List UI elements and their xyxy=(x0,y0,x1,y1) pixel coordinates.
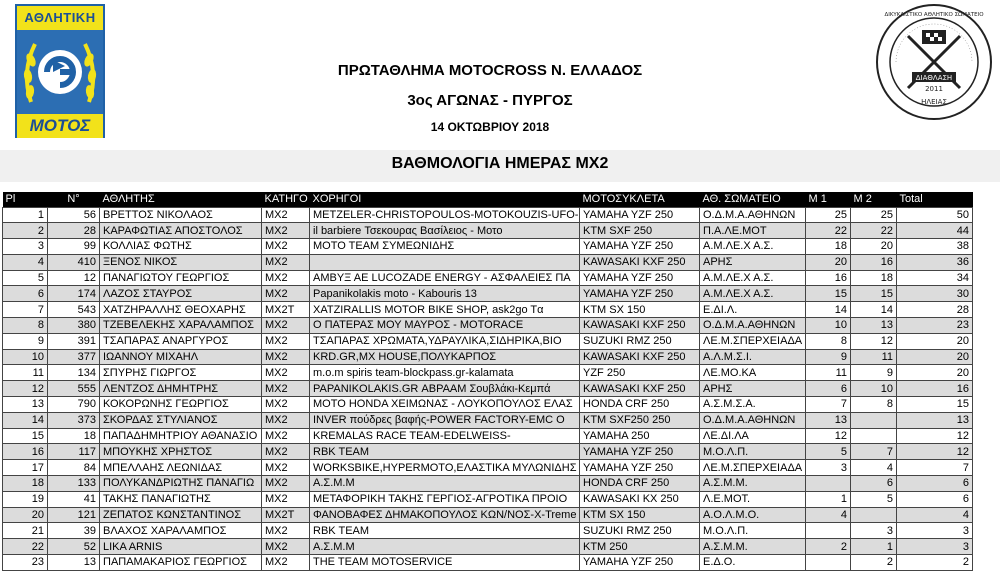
cell-club: Ο.Δ.Μ.Α.ΑΘΗΝΩΝ xyxy=(700,207,806,223)
cell-number: 174 xyxy=(48,286,100,302)
cell-motorcycle: YZF 250 xyxy=(580,365,700,381)
col-header-pl: Pl xyxy=(3,192,48,207)
cell-place: 2 xyxy=(3,223,48,239)
cell-place: 1 xyxy=(3,207,48,223)
cell-m1: 13 xyxy=(806,412,851,428)
cell-m1: 20 xyxy=(806,254,851,270)
col-header-category: ΚΑΤΗΓΟ xyxy=(262,192,310,207)
table-header-row xyxy=(3,192,973,207)
table-row xyxy=(3,239,973,255)
cell-number: 543 xyxy=(48,302,100,318)
cell-club: Ε.Δ.Ο. xyxy=(700,555,806,571)
cell-club: Ο.Δ.Μ.Α.ΑΘΗΝΩΝ xyxy=(700,412,806,428)
table-row xyxy=(3,207,973,223)
cell-athlete: ΞΕΝΟΣ ΝΙΚΟΣ xyxy=(100,254,262,270)
cell-club: ΑΡΗΣ xyxy=(700,381,806,397)
cell-sponsors: THE TEAM MOTOSERVICE xyxy=(310,555,580,571)
cell-number: 133 xyxy=(48,476,100,492)
cell-m2: 20 xyxy=(851,239,897,255)
cell-number: 56 xyxy=(48,207,100,223)
table-row xyxy=(3,428,973,444)
col-header-m2: Μ 2 xyxy=(851,192,897,207)
cell-motorcycle: YAMAHA YZF 250 xyxy=(580,207,700,223)
cell-m2: 1 xyxy=(851,539,897,555)
cell-athlete: ΠΑΠΑΜΑΚΑΡΙΟΣ ΓΕΩΡΓΙΟΣ xyxy=(100,555,262,571)
cell-category: MX2 xyxy=(262,381,310,397)
cell-number: 13 xyxy=(48,555,100,571)
cell-m1: 2 xyxy=(806,539,851,555)
cell-m1 xyxy=(806,555,851,571)
table-row xyxy=(3,460,973,476)
col-header-club: ΑΘ. ΣΩΜΑΤΕΙΟ xyxy=(700,192,806,207)
cell-total: 3 xyxy=(897,523,973,539)
cell-m1: 15 xyxy=(806,286,851,302)
cell-sponsors: WORKSBIKE,HYPERMOTO,ΕΛΑΣΤΙΚΑ ΜΥΛΩΝΙΔΗΣ xyxy=(310,460,580,476)
cell-motorcycle: KTM 250 xyxy=(580,539,700,555)
cell-place: 12 xyxy=(3,381,48,397)
cell-club: Α.Μ.ΛΕ.Χ Α.Σ. xyxy=(700,286,806,302)
cell-sponsors: KREMALAS RACE TEAM-EDELWEISS- xyxy=(310,428,580,444)
cell-m2 xyxy=(851,507,897,523)
cell-m1: 16 xyxy=(806,270,851,286)
table-row xyxy=(3,539,973,555)
cell-motorcycle: KTM SX 150 xyxy=(580,302,700,318)
cell-sponsors: il barbiere Τσεκουρας Βασίλειος - Μοτο xyxy=(310,223,580,239)
cell-m1: 7 xyxy=(806,397,851,413)
cell-total: 12 xyxy=(897,428,973,444)
cell-total: 15 xyxy=(897,397,973,413)
cell-motorcycle: YAMAHA YZF 250 xyxy=(580,286,700,302)
cell-category: MX2 xyxy=(262,412,310,428)
cell-athlete: ΠΟΛΥΚΑΝΔΡΙΩΤΗΣ ΠΑΝΑΓΙΩ xyxy=(100,476,262,492)
cell-number: 790 xyxy=(48,397,100,413)
cell-total: 20 xyxy=(897,365,973,381)
cell-total: 12 xyxy=(897,444,973,460)
cell-sponsors: KRD.GR,MX HOUSE,ΠΟΛΥΚΑΡΠΟΣ xyxy=(310,349,580,365)
cell-number: 117 xyxy=(48,444,100,460)
table-row xyxy=(3,491,973,507)
cell-m1 xyxy=(806,523,851,539)
table-row xyxy=(3,349,973,365)
cell-athlete: ΒΡΕΤΤΟΣ ΝΙΚΟΛΑΟΣ xyxy=(100,207,262,223)
cell-club: Α.Σ.Μ.Σ.Α. xyxy=(700,397,806,413)
table-row xyxy=(3,333,973,349)
cell-athlete: ΚΟΛΛΙΑΣ ΦΩΤΗΣ xyxy=(100,239,262,255)
cell-athlete: ΖΕΠΑΤΟΣ ΚΩΝΣΤΑΝΤΙΝΟΣ xyxy=(100,507,262,523)
cell-category: MX2 xyxy=(262,333,310,349)
cell-number: 391 xyxy=(48,333,100,349)
cell-total: 4 xyxy=(897,507,973,523)
cell-m1: 11 xyxy=(806,365,851,381)
table-row xyxy=(3,254,973,270)
cell-m2: 22 xyxy=(851,223,897,239)
cell-place: 10 xyxy=(3,349,48,365)
cell-m1: 12 xyxy=(806,428,851,444)
cell-club: ΛΕ.Μ.ΣΠΕΡΧΕΙΑΔΑ xyxy=(700,333,806,349)
cell-number: 373 xyxy=(48,412,100,428)
cell-athlete: ΒΛΑΧΟΣ ΧΑΡΑΛΑΜΠΟΣ xyxy=(100,523,262,539)
table-row xyxy=(3,507,973,523)
cell-club: Ο.Δ.Μ.Α.ΑΘΗΝΩΝ xyxy=(700,318,806,334)
logo-left-top-text: ΑΘΛΗΤΙΚΗ xyxy=(17,6,103,30)
cell-total: 7 xyxy=(897,460,973,476)
cell-motorcycle: YAMAHA YZF 250 xyxy=(580,239,700,255)
table-row xyxy=(3,444,973,460)
cell-m2: 15 xyxy=(851,286,897,302)
cell-m2: 14 xyxy=(851,302,897,318)
cell-motorcycle: KAWASAKI KX 250 xyxy=(580,491,700,507)
cell-category: MX2 xyxy=(262,444,310,460)
cell-club: Α.Μ.ΛΕ.Χ Α.Σ. xyxy=(700,270,806,286)
cell-category: MX2 xyxy=(262,555,310,571)
cell-category: MX2 xyxy=(262,539,310,555)
cell-athlete: ΜΠΟΥΚΗΣ ΧΡΗΣΤΟΣ xyxy=(100,444,262,460)
cell-athlete: ΠΑΠΑΔΗΜΗΤΡΙΟΥ ΑΘΑΝΑΣΙΟ xyxy=(100,428,262,444)
cell-m1 xyxy=(806,476,851,492)
cell-club: Π.Α.ΛΕ.ΜΟΤ xyxy=(700,223,806,239)
table-row xyxy=(3,381,973,397)
cell-athlete: ΜΠΕΛΛΑΗΣ ΛΕΩΝΙΔΑΣ xyxy=(100,460,262,476)
cell-motorcycle: KTM SX 150 xyxy=(580,507,700,523)
cell-m2: 4 xyxy=(851,460,897,476)
table-row xyxy=(3,412,973,428)
cell-m2: 8 xyxy=(851,397,897,413)
cell-sponsors: Α.Σ.Μ.Μ xyxy=(310,476,580,492)
col-header-athlete: ΑΘΛΗΤΗΣ xyxy=(100,192,262,207)
cell-club: Α.Μ.ΛΕ.Χ Α.Σ. xyxy=(700,239,806,255)
round-title: 3ος ΑΓΩΝΑΣ - ΠΥΡΓΟΣ xyxy=(407,92,573,109)
cell-sponsors: ΜΕΤΑΦΟΡΙΚΗ ΤΑΚΗΣ ΓΕΡΓΙΟΣ-ΑΓΡΟΤΙΚΑ ΠΡΟΙΟ xyxy=(310,491,580,507)
cell-motorcycle: KAWASAKI KXF 250 xyxy=(580,318,700,334)
cell-sponsors: RBK TEAM xyxy=(310,444,580,460)
cell-category: MX2T xyxy=(262,302,310,318)
table-row xyxy=(3,555,973,571)
cell-m1: 25 xyxy=(806,207,851,223)
cell-motorcycle: YAMAHA 250 xyxy=(580,428,700,444)
cell-place: 8 xyxy=(3,318,48,334)
cell-athlete: ΤΣΑΠΑΡΑΣ ΑΝΑΡΓΥΡΟΣ xyxy=(100,333,262,349)
logo-left-emblem xyxy=(17,30,103,114)
seal-bottom-text: ΗΛΕΙΑΣ xyxy=(921,98,947,106)
col-header-sponsors: ΧΟΡΗΓΟΙ xyxy=(310,192,580,207)
cell-place: 22 xyxy=(3,539,48,555)
cell-motorcycle: SUZUKI RMZ 250 xyxy=(580,523,700,539)
col-header-number: N° xyxy=(48,192,100,207)
table-row xyxy=(3,397,973,413)
cell-number: 84 xyxy=(48,460,100,476)
cell-number: 99 xyxy=(48,239,100,255)
cell-category: MX2 xyxy=(262,239,310,255)
results-table xyxy=(2,192,973,571)
col-header-total: Total xyxy=(897,192,973,207)
club-seal-logo xyxy=(874,2,994,122)
cell-category: MX2 xyxy=(262,491,310,507)
cell-total: 36 xyxy=(897,254,973,270)
cell-motorcycle: YAMAHA YZF 250 xyxy=(580,444,700,460)
cell-total: 23 xyxy=(897,318,973,334)
cell-m2: 3 xyxy=(851,523,897,539)
cell-place: 14 xyxy=(3,412,48,428)
cell-motorcycle: SUZUKI RMZ 250 xyxy=(580,333,700,349)
table-row xyxy=(3,270,973,286)
cell-motorcycle: YAMAHA YZF 250 xyxy=(580,270,700,286)
cell-sponsors: MOTO HONDA ΧΕΙΜΩΝΑΣ - ΛΟΥΚΟΠΟΥΛΟΣ ΕΛΑΣ xyxy=(310,397,580,413)
cell-athlete: ΙΩΑΝΝΟΥ ΜΙΧΑΗΛ xyxy=(100,349,262,365)
cell-m1: 8 xyxy=(806,333,851,349)
table-row xyxy=(3,476,973,492)
cell-m2: 18 xyxy=(851,270,897,286)
cell-total: 3 xyxy=(897,539,973,555)
cell-place: 20 xyxy=(3,507,48,523)
cell-total: 38 xyxy=(897,239,973,255)
table-row xyxy=(3,286,973,302)
cell-place: 4 xyxy=(3,254,48,270)
cell-sponsors: MOTO TEAM ΣΥΜΕΩΝΙΔΗΣ xyxy=(310,239,580,255)
cell-category: MX2 xyxy=(262,223,310,239)
cell-motorcycle: KAWASAKI KXF 250 xyxy=(580,381,700,397)
cell-number: 121 xyxy=(48,507,100,523)
cell-athlete: ΤΑΚΗΣ ΠΑΝΑΓΙΩΤΗΣ xyxy=(100,491,262,507)
cell-m1: 1 xyxy=(806,491,851,507)
cell-m1: 9 xyxy=(806,349,851,365)
cell-category: MX2 xyxy=(262,397,310,413)
cell-sponsors: PAPANIKOLAKIS.GR ΑΒΡΑΑΜ Σουβλάκι-Κεμπά xyxy=(310,381,580,397)
cell-m2: 10 xyxy=(851,381,897,397)
cell-athlete: ΛΕΝΤΖΟΣ ΔΗΜΗΤΡΗΣ xyxy=(100,381,262,397)
seal-ring-text: ΔΙΚΥΚΛΙΣΤΙΚΟ ΑΘΛΗΤΙΚΟ ΣΩΜΑΤΕΙΟ xyxy=(884,12,984,18)
cell-sponsors: Papanikolakis moto - Kabouris 13 xyxy=(310,286,580,302)
cell-place: 9 xyxy=(3,333,48,349)
cell-club: Μ.Ο.Λ.Π. xyxy=(700,523,806,539)
cell-m1: 18 xyxy=(806,239,851,255)
cell-club: ΑΡΗΣ xyxy=(700,254,806,270)
table-row xyxy=(3,302,973,318)
cell-place: 19 xyxy=(3,491,48,507)
cell-motorcycle: KAWASAKI KXF 250 xyxy=(580,254,700,270)
cell-sponsors: m.o.m spiris team-blockpass.gr-kalamata xyxy=(310,365,580,381)
cell-athlete: ΚΑΡΑΦΩΤΙΑΣ ΑΠΟΣΤΟΛΟΣ xyxy=(100,223,262,239)
cell-sponsors: RBK TEAM xyxy=(310,523,580,539)
cell-athlete: ΛΑΖΟΣ ΣΤΑΥΡΟΣ xyxy=(100,286,262,302)
cell-club: ΛΕ.ΔΙ.ΛΑ xyxy=(700,428,806,444)
cell-m2: 5 xyxy=(851,491,897,507)
cell-sponsors xyxy=(310,254,580,270)
cell-m1: 22 xyxy=(806,223,851,239)
cell-motorcycle: KAWASAKI KXF 250 xyxy=(580,349,700,365)
cell-club: Ε.ΔΙ.Λ. xyxy=(700,302,806,318)
cell-club: Μ.Ο.Λ.Π. xyxy=(700,444,806,460)
cell-total: 6 xyxy=(897,491,973,507)
cell-place: 23 xyxy=(3,555,48,571)
cell-category: MX2 xyxy=(262,460,310,476)
cell-place: 16 xyxy=(3,444,48,460)
cell-m1: 14 xyxy=(806,302,851,318)
cell-m1: 6 xyxy=(806,381,851,397)
cell-total: 44 xyxy=(897,223,973,239)
cell-sponsors: INVER πούδρες βαφής-POWER FACTORY-EMC O xyxy=(310,412,580,428)
cell-category: MX2 xyxy=(262,318,310,334)
cell-place: 6 xyxy=(3,286,48,302)
cell-place: 5 xyxy=(3,270,48,286)
cell-place: 21 xyxy=(3,523,48,539)
cell-total: 30 xyxy=(897,286,973,302)
cell-number: 18 xyxy=(48,428,100,444)
cell-m2: 13 xyxy=(851,318,897,334)
seal-banner-text: ΔΙΑΘΛΑΣΗ xyxy=(915,74,953,82)
cell-total: 20 xyxy=(897,349,973,365)
cell-sponsors: METZELER-CHRISTOPOULOS-MOTOKOUZIS-UFO- xyxy=(310,207,580,223)
cell-total: 50 xyxy=(897,207,973,223)
cell-total: 2 xyxy=(897,555,973,571)
cell-number: 28 xyxy=(48,223,100,239)
cell-category: MX2 xyxy=(262,286,310,302)
cell-number: 410 xyxy=(48,254,100,270)
cell-category: MX2 xyxy=(262,207,310,223)
cell-motorcycle: YAMAHA YZF 250 xyxy=(580,460,700,476)
cell-motorcycle: KTM SXF 250 xyxy=(580,223,700,239)
cell-motorcycle: YAMAHA YZF 250 xyxy=(580,555,700,571)
cell-total: 34 xyxy=(897,270,973,286)
cell-number: 41 xyxy=(48,491,100,507)
cell-place: 11 xyxy=(3,365,48,381)
cell-motorcycle: KTM SXF250 250 xyxy=(580,412,700,428)
cell-place: 17 xyxy=(3,460,48,476)
cell-club: Α.Λ.Μ.Σ.Ι. xyxy=(700,349,806,365)
cell-m2 xyxy=(851,412,897,428)
cell-m2: 16 xyxy=(851,254,897,270)
cell-total: 13 xyxy=(897,412,973,428)
cell-place: 3 xyxy=(3,239,48,255)
cell-category: MX2 xyxy=(262,349,310,365)
cell-m2: 7 xyxy=(851,444,897,460)
cell-athlete: ΧΑΤΖΗΡΑΛΛΗΣ ΘΕΟΧΑΡΗΣ xyxy=(100,302,262,318)
cell-number: 380 xyxy=(48,318,100,334)
cell-club: ΛΕ.Μ.ΣΠΕΡΧΕΙΑΔΑ xyxy=(700,460,806,476)
logo-left-bottom-text: ΜΟΤΟΣ xyxy=(17,114,103,138)
cell-total: 16 xyxy=(897,381,973,397)
cell-place: 7 xyxy=(3,302,48,318)
cell-club: ΛΕ.ΜΟ.ΚΑ xyxy=(700,365,806,381)
cell-m2: 9 xyxy=(851,365,897,381)
cell-number: 134 xyxy=(48,365,100,381)
cell-athlete: ΠΑΝΑΓΙΩΤΟΥ ΓΕΩΡΓΙΟΣ xyxy=(100,270,262,286)
cell-category: MX2 xyxy=(262,428,310,444)
cell-club: Λ.Ε.ΜΟΤ. xyxy=(700,491,806,507)
cell-club: Α.Σ.Μ.Μ. xyxy=(700,476,806,492)
cell-category: MX2 xyxy=(262,365,310,381)
cell-number: 555 xyxy=(48,381,100,397)
cell-m1: 5 xyxy=(806,444,851,460)
cell-m1: 4 xyxy=(806,507,851,523)
section-title: ΒΑΘΜΟΛΟΓΙΑ ΗΜΕΡΑΣ MX2 xyxy=(391,155,609,172)
cell-m2 xyxy=(851,428,897,444)
table-row xyxy=(3,365,973,381)
col-header-motorcycle: ΜΟΤΟΣΥΚΛΕΤΑ xyxy=(580,192,700,207)
championship-title: ΠΡΩΤΑΘΛΗΜΑ MOTOCROSS Ν. ΕΛΛΑΔΟΣ xyxy=(337,62,643,79)
cell-m2: 12 xyxy=(851,333,897,349)
cell-athlete: ΤΖΕΒΕΛΕΚΗΣ ΧΑΡΑΛΑΜΠΟΣ xyxy=(100,318,262,334)
cell-m1: 10 xyxy=(806,318,851,334)
col-header-m1: Μ 1 xyxy=(806,192,851,207)
cell-m2: 11 xyxy=(851,349,897,365)
cell-total: 20 xyxy=(897,333,973,349)
cell-place: 15 xyxy=(3,428,48,444)
table-row xyxy=(3,523,973,539)
cell-sponsors: ΑΜΒΥΞ ΑΕ LUCOZADE ENERGY - ΑΣΦΑΛΕΙΕΣ ΠΑ xyxy=(310,270,580,286)
cell-sponsors: XATZIRALLIS MOTOR BIKE SHOP, ask2go Tα xyxy=(310,302,580,318)
cell-m2: 2 xyxy=(851,555,897,571)
cell-m2: 25 xyxy=(851,207,897,223)
cell-club: Α.Ο.Λ.Μ.Ο. xyxy=(700,507,806,523)
cell-number: 39 xyxy=(48,523,100,539)
cell-category: MX2 xyxy=(262,270,310,286)
cell-club: Α.Σ.Μ.Μ. xyxy=(700,539,806,555)
cell-place: 13 xyxy=(3,397,48,413)
cell-athlete: ΣΠΥΡΗΣ ΓΙΩΡΓΟΣ xyxy=(100,365,262,381)
cell-place: 18 xyxy=(3,476,48,492)
table-row xyxy=(3,318,973,334)
cell-athlete: ΚΟΚΟΡΩΝΗΣ ΓΕΩΡΓΙΟΣ xyxy=(100,397,262,413)
cell-category: MX2 xyxy=(262,254,310,270)
cell-category: MX2 xyxy=(262,523,310,539)
cell-number: 12 xyxy=(48,270,100,286)
cell-athlete: LIKA ARNIS xyxy=(100,539,262,555)
cell-number: 52 xyxy=(48,539,100,555)
cell-motorcycle: HONDA CRF 250 xyxy=(580,397,700,413)
cell-number: 377 xyxy=(48,349,100,365)
cell-category: MX2T xyxy=(262,507,310,523)
table-row xyxy=(3,223,973,239)
seal-year-text: 2011 xyxy=(925,85,943,93)
event-date: 14 ΟΚΤΩΒΡΙΟΥ 2018 xyxy=(430,120,550,134)
cell-motorcycle: HONDA CRF 250 xyxy=(580,476,700,492)
cell-category: MX2 xyxy=(262,476,310,492)
cell-m2: 6 xyxy=(851,476,897,492)
cell-total: 28 xyxy=(897,302,973,318)
cell-sponsors: Α.Σ.Μ.Μ xyxy=(310,539,580,555)
cell-m1: 3 xyxy=(806,460,851,476)
cell-total: 6 xyxy=(897,476,973,492)
cell-sponsors: ΤΣΑΠΑΡΑΣ ΧΡΩΜΑΤΑ,ΥΔΡΑΥΛΙΚΑ,ΣΙΔΗΡΙΚΑ,ΒΙΟ xyxy=(310,333,580,349)
athletiki-moto-logo xyxy=(15,4,105,138)
cell-sponsors: Ο ΠΑΤΕΡΑΣ ΜΟΥ ΜΑΥΡΟΣ - MOTORACE xyxy=(310,318,580,334)
cell-athlete: ΣΚΟΡΔΑΣ ΣΤΥΛΙΑΝΟΣ xyxy=(100,412,262,428)
cell-sponsors: ΦΑΝΟΒΑΦΕΣ ΔΗΜΑΚΟΠΟΥΛΟΣ ΚΩΝ/ΝΟΣ-X-Treme xyxy=(310,507,580,523)
